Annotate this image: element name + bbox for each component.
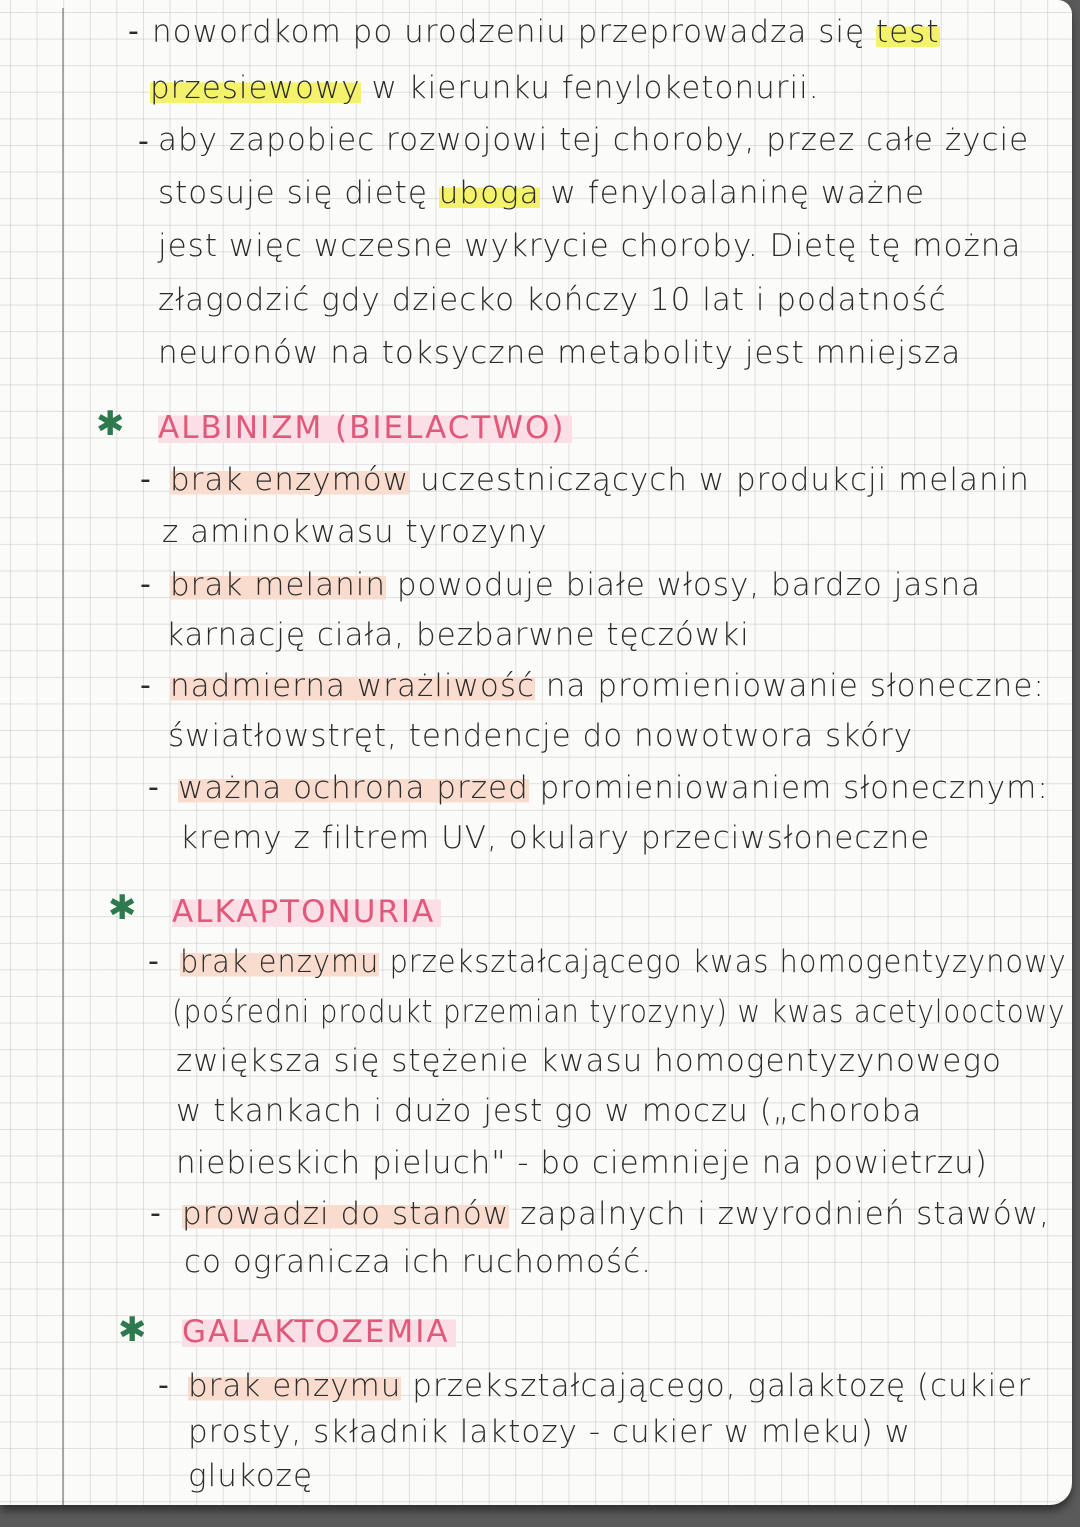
galaktozemia-bullet1-line2: prosty, składnik laktozy - cukier w mleku) w	[188, 1414, 911, 1450]
highlight-peach: brak enzymu	[188, 1368, 402, 1404]
bullet-dash: -	[148, 770, 159, 805]
text: nowordkom po urodzeniu przeprowadza się	[152, 14, 876, 50]
highlight-peach: nadmierna wrażliwość	[170, 668, 536, 704]
intro-bullet1-line1	[152, 14, 940, 50]
bullet-dash: -	[138, 124, 149, 159]
albinizm-bullet1-line2: z aminokwasu tyrozyny	[162, 514, 548, 550]
intro-bullet2-line1: aby zapobiec rozwojowi tej choroby, przez całe życie	[158, 122, 1030, 158]
albinizm-bullet4-line1	[178, 770, 1049, 806]
asterisk-icon: ✱	[118, 1310, 147, 1350]
albinizm-bullet4-line2: kremy z filtrem UV, okulary przeciwsłoneczne	[180, 820, 931, 856]
alkaptonuria-bullet2-line1	[182, 1196, 1050, 1232]
alkaptonuria-bullet1-line3: zwiększa się stężenie kwasu homogentyzynowego	[176, 1043, 1002, 1079]
alkaptonuria-bullet2-line2: co ogranicza ich ruchomość.	[184, 1244, 653, 1280]
text: w fenyloalaninę ważne	[539, 175, 926, 211]
text: w kierunku fenyloketonurii.	[360, 70, 820, 106]
albinizm-bullet3-line2: światłowstręt, tendencje do nowotwora skóry	[168, 718, 914, 754]
highlight-peach: brak enzymów	[170, 462, 410, 498]
highlight-yellow: test	[875, 14, 940, 50]
intro-bullet1-line2	[150, 70, 820, 106]
highlight-yellow: przesiewowy	[150, 70, 361, 106]
highlight-yellow: uboga	[438, 175, 540, 211]
albinizm-bullet2-line1	[170, 567, 981, 603]
bullet-dash: -	[150, 1196, 161, 1231]
alkaptonuria-bullet1-line5: niebieskich pieluch" - bo ciemnieje na powietrzu)	[176, 1145, 988, 1181]
galaktozemia-bullet1-line1	[188, 1368, 1031, 1404]
text: przekształcającego, galaktozę (cukier	[401, 1368, 1032, 1404]
section-heading-albinizm	[158, 410, 572, 446]
intro-bullet2-line5: neuronów na toksyczne metabolity jest mniejsza	[158, 335, 962, 371]
asterisk-icon: ✱	[108, 888, 137, 928]
intro-bullet2-line4: złagodzić gdy dziecko kończy 10 lat i podatność	[158, 282, 947, 318]
bullet-dash: -	[128, 14, 139, 49]
text: przekształcającego kwas homogentyzynowy	[379, 944, 1067, 980]
bullet-dash: -	[140, 668, 151, 703]
highlight-peach: brak melanin	[170, 567, 387, 603]
alkaptonuria-bullet1-line1	[180, 944, 1067, 980]
heading-text: ALBINIZM (BIELACTWO)	[158, 410, 572, 446]
bullet-dash: -	[158, 1368, 169, 1403]
text: zapalnych i zwyrodnień stawów,	[509, 1196, 1051, 1232]
heading-text: GALAKTOZEMIA	[182, 1314, 456, 1350]
albinizm-bullet1-line1	[170, 462, 1030, 498]
asterisk-icon: ✱	[96, 404, 125, 444]
alkaptonuria-bullet1-line4: w tkankach i dużo jest go w moczu („choroba	[176, 1093, 923, 1129]
section-heading-alkaptonuria	[172, 894, 441, 930]
margin-line	[62, 8, 64, 1505]
highlight-peach: brak enzymu	[180, 944, 380, 980]
galaktozemia-bullet1-line3: glukozę	[188, 1458, 314, 1494]
text: na promieniowanie słoneczne:	[535, 668, 1045, 704]
text: uczestniczących w produkcji melanin	[409, 462, 1030, 498]
bullet-dash: -	[140, 567, 151, 602]
text: promieniowaniem słonecznym:	[528, 770, 1049, 806]
intro-bullet2-line2	[158, 175, 925, 211]
text: stosuje się dietę	[158, 175, 439, 211]
albinizm-bullet2-line2: karnację ciała, bezbarwne tęczówki	[166, 617, 750, 653]
heading-text: ALKAPTONURIA	[172, 894, 441, 930]
text: powoduje białe włosy, bardzo jasna	[386, 567, 982, 603]
highlight-peach: ważna ochrona przed	[178, 770, 529, 806]
bullet-dash: -	[148, 944, 159, 979]
alkaptonuria-bullet1-line2: (pośredni produkt przemian tyrozyny) w kwas acetylooctowy	[172, 994, 1066, 1030]
albinizm-bullet3-line1	[170, 668, 1045, 704]
section-heading-galaktozemia	[182, 1314, 456, 1350]
bullet-dash: -	[140, 462, 151, 497]
intro-bullet2-line3: jest więc wczesne wykrycie choroby. Dietę tę można	[158, 228, 1022, 264]
highlight-peach: prowadzi do stanów	[182, 1196, 510, 1232]
